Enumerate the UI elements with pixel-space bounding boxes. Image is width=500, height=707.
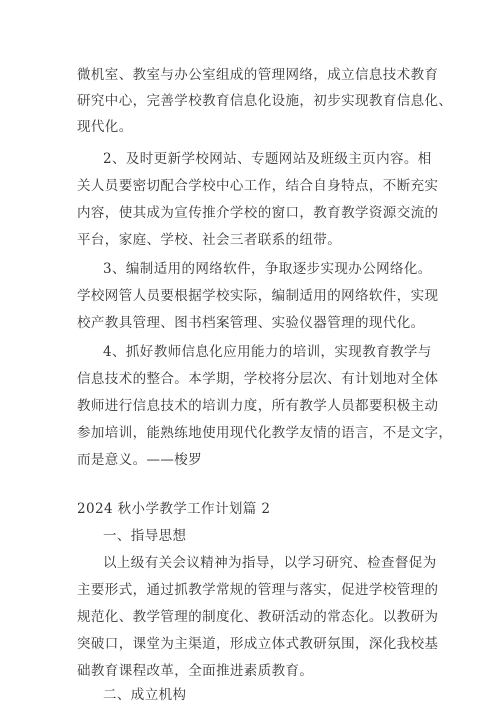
paragraph-start-line: 以上级有关会议精神为指导，以学习研究、检查督促为 — [103, 555, 437, 571]
body-text-line: 突破口，课堂为主渠道，形成立体式教研氛围，深化我校基 — [77, 636, 439, 652]
body-text-line: 信息技术的整合。本学期，学校将分层次、有计划地对全体 — [77, 371, 439, 387]
body-text-line: 校产教具管理、图书档案管理、实验仪器管理的现代化。 — [77, 315, 425, 331]
body-text-line: 内容，使其成为宣传推介学校的窗口，教育教学资源交流的 — [77, 205, 439, 221]
body-text-line: 主要形式，通过抓教学常规的管理与落实，促进学校管理的 — [77, 582, 439, 598]
body-text-line: 研究中心，完善学校教育信息化设施，初步实现教育信息化、 — [77, 93, 453, 109]
body-text-line: 教师进行信息技术的培训力度，所有教学人员都要积极主动 — [77, 398, 439, 414]
paragraph-start-line: 3、编制适用的网络软件，争取逐步实现办公网络化。 — [103, 261, 432, 277]
body-text-line: 微机室、教室与办公室组成的管理网络，成立信息技术教育 — [77, 67, 439, 83]
paragraph-start-line: 4、抓好教师信息化应用能力的培训，实现教育教学与 — [103, 344, 432, 360]
body-text-line: 平台，家庭、学校、社会三者联系的纽带。 — [77, 232, 342, 248]
body-text-line: 而是意义。——梭罗 — [77, 452, 203, 468]
body-text-line: 础教育课程改革，全面推进素质教育。 — [77, 663, 314, 679]
paragraph-start-line: 2、及时更新学校网站、专题网站及班级主页内容。相 — [103, 151, 432, 167]
body-text-line: 现代化。 — [77, 119, 133, 135]
body-text-line: 关人员要密切配合学校中心工作，结合自身特点，不断充实 — [77, 178, 439, 194]
subheading: 一、指导思想 — [103, 528, 187, 544]
subheading: 二、成立机构 — [103, 687, 187, 703]
body-text-line: 参加培训，能熟练地使用现代化教学友情的语言，不是文字， — [77, 425, 453, 441]
body-text-line: 规范化、教学管理的制度化、教研活动的常态化。以教研为 — [77, 609, 439, 625]
body-text-line: 学校网管人员要根据学校实际，编制适用的网络软件，实现 — [77, 288, 439, 304]
section-heading: 2024 秋小学教学工作计划篇 2 — [77, 501, 271, 517]
